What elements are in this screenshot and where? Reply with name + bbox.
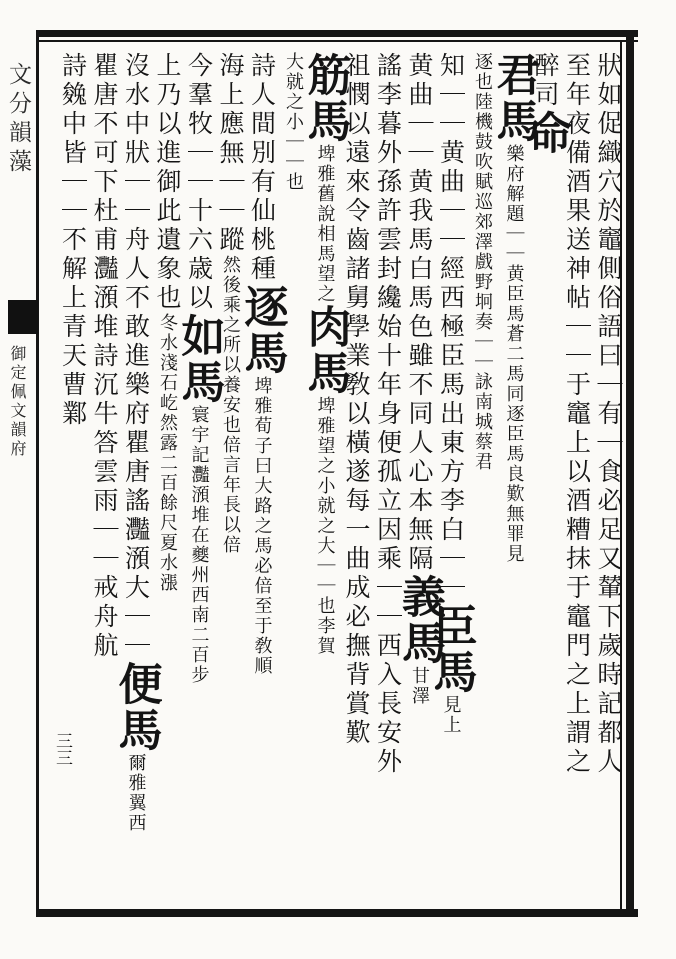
text-column <box>372 52 404 777</box>
annotation-text: 逐也陸機鼓吹賦巡郊澤戲野坰奏｜｜詠南城蔡君 <box>472 52 493 472</box>
text-column <box>340 52 372 748</box>
column-text: 祖憫以遠來令齒諸舅學業敎以橫遂每一曲成必撫背賞歎 <box>342 52 371 748</box>
text-column <box>299 52 351 656</box>
page-number: 三三 <box>52 732 72 766</box>
annotation-text: 見上 <box>440 695 462 735</box>
text-column <box>151 52 183 593</box>
annotation-text: 甘澤 <box>409 666 430 706</box>
column-text: 詩人間別有仙桃種 <box>247 52 277 284</box>
annotation-text: 樂府解題｜｜黄臣馬蒼二馬同逐臣馬良歎無罪見 <box>503 144 525 564</box>
text-column <box>592 52 624 777</box>
annotation-text: 大就之小｜｜也 <box>283 52 304 192</box>
headword: 便馬 <box>110 661 162 753</box>
headword: 義馬 <box>394 574 445 666</box>
text-column <box>88 52 120 661</box>
column-text: 謠李暮外孫許雲封纔始十年身便孤立因乘｜｜西入長安外 <box>373 52 403 777</box>
column-text: 上乃以進御此遺象也 <box>153 52 182 313</box>
text-column <box>57 52 89 429</box>
column-text: 沒水中狀｜｜舟人不敢進樂府瞿唐謠灩澦大｜｜ <box>121 52 151 661</box>
edge-fish-tail-block <box>8 300 38 334</box>
headword: 如馬 <box>173 313 225 405</box>
headword: 肉馬 <box>299 304 351 396</box>
column-text: 知｜｜黄曲｜｜經西極臣馬出東方李白｜｜ <box>436 52 466 603</box>
top-border <box>38 30 638 37</box>
column-text: 詩㕙中皆｜｜不解上青天曹鄴 <box>58 52 88 429</box>
annotation-text: 埤雅望之小就之大｜｜也李賀 <box>314 396 336 656</box>
text-column <box>173 52 225 685</box>
annotation-text: 埤雅舊說相馬望之 <box>314 144 336 304</box>
annotation-text: 寰宇記灩澦堆在夔州西南二百步 <box>188 405 210 685</box>
text-column <box>466 52 498 472</box>
headword: 逐馬 <box>236 284 288 376</box>
annotation-text: 爾雅翼西 <box>125 753 147 833</box>
right-border <box>626 30 634 917</box>
top-border-thin <box>38 40 638 42</box>
column-text: 海上應無｜｜蹤 <box>216 52 245 255</box>
left-border <box>36 30 39 917</box>
annotation-text: 冬水淺石屹然露二百餘尺夏水漲 <box>157 313 178 593</box>
column-text: 黄曲｜｜黄我馬白馬色雖不同人心本無隔 <box>405 52 434 574</box>
text-column <box>110 52 162 833</box>
bottom-border <box>38 909 638 917</box>
column-text: 狀如促織穴於竈側俗語曰｜有｜食必足又輦下歲時記都人 <box>594 52 623 777</box>
text-column <box>277 52 309 192</box>
text-column <box>214 52 246 555</box>
text-column <box>561 52 593 777</box>
edge-book-title: 文分韻藻 <box>5 62 31 178</box>
text-column <box>236 52 288 676</box>
column-text: 醉司 <box>531 52 560 110</box>
headword: 命 <box>520 110 571 156</box>
column-text: 瞿唐不可下杜甫灩澦堆詩沉牛答雲雨｜｜戒舟航 <box>90 52 119 661</box>
headword: 君馬 <box>488 52 540 144</box>
headword: 臣馬 <box>425 603 477 695</box>
edge-book-subtitle: 御定佩文韻府 <box>8 345 27 459</box>
annotation-text: 然後乘之所以養安也倍言年長以倍 <box>220 255 241 555</box>
headword: 筋馬 <box>299 52 351 144</box>
text-column <box>488 52 540 564</box>
annotation-text: 埤雅荀子曰大路之馬必倍至于敎順 <box>251 376 273 676</box>
column-text: 今羣牧｜｜十六歳以 <box>184 52 214 313</box>
text-column <box>394 52 445 706</box>
column-text: 至年夜備酒果送神帖｜｜于竈上以酒糟抹于竈門之上謂之 <box>562 52 592 777</box>
